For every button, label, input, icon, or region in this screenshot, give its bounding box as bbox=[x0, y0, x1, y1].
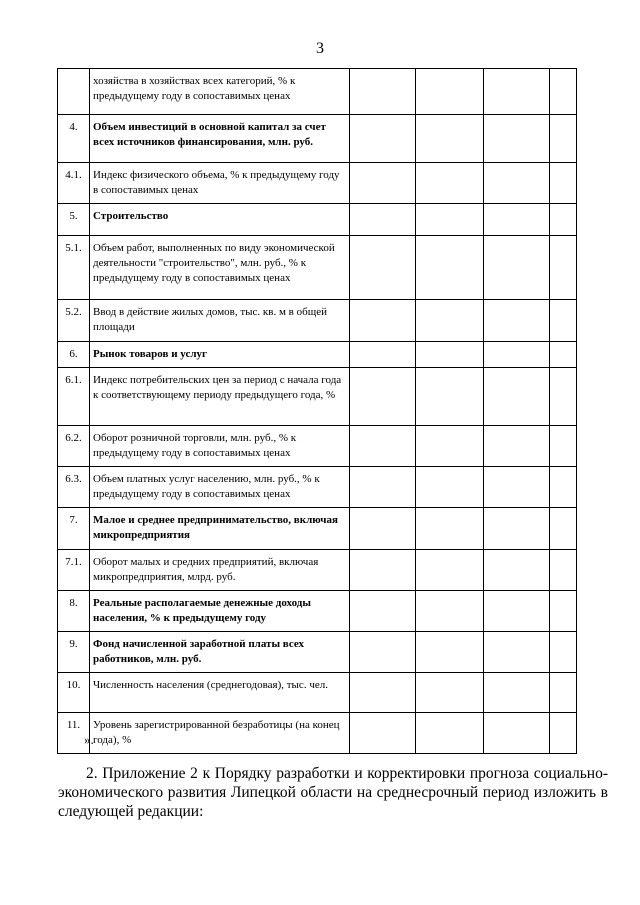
row-number: 10. bbox=[58, 673, 90, 713]
value-cell bbox=[484, 368, 550, 426]
value-cell bbox=[550, 467, 577, 508]
value-cell bbox=[484, 204, 550, 236]
value-cell bbox=[350, 163, 416, 204]
value-cell bbox=[350, 591, 416, 632]
table-row bbox=[58, 467, 577, 508]
value-cell bbox=[550, 300, 577, 342]
value-cell bbox=[416, 591, 484, 632]
value-cell bbox=[350, 467, 416, 508]
row-number: 5. bbox=[58, 204, 90, 236]
table-row bbox=[58, 426, 577, 467]
value-cell bbox=[416, 300, 484, 342]
indicator-name: Оборот розничной торговли, млн. руб., % к предыдущему году в сопоставимых ценах bbox=[90, 426, 350, 467]
value-cell bbox=[416, 467, 484, 508]
row-number: 7. bbox=[58, 508, 90, 550]
value-cell bbox=[350, 69, 416, 115]
row-number: 4. bbox=[58, 115, 90, 163]
value-cell bbox=[484, 115, 550, 163]
value-cell bbox=[416, 236, 484, 300]
value-cell bbox=[550, 713, 577, 754]
value-cell bbox=[416, 115, 484, 163]
value-cell bbox=[484, 713, 550, 754]
indicator-name: Объем работ, выполненных по виду экономической деятельности "строительство", млн. руб., % к предыдущему году в сопоставимых ценах bbox=[90, 236, 350, 300]
table-row bbox=[58, 69, 577, 115]
value-cell bbox=[550, 163, 577, 204]
row-number: 6.3. bbox=[58, 467, 90, 508]
indicators-table bbox=[57, 68, 577, 754]
row-number: 6. bbox=[58, 342, 90, 368]
row-number: 4.1. bbox=[58, 163, 90, 204]
table-row bbox=[58, 508, 577, 550]
table-row bbox=[58, 713, 577, 754]
body-paragraph: 2. Приложение 2 к Порядку разработки и корректировки прогноза социально-экономического развития Липецкой области на среднесрочный период изложить в следующей редакции: bbox=[58, 765, 608, 820]
value-cell bbox=[416, 673, 484, 713]
indicator-name: Реальные располагаемые денежные доходы населения, % к предыдущему году bbox=[90, 591, 350, 632]
table-row bbox=[58, 342, 577, 368]
row-number: 9. bbox=[58, 632, 90, 673]
table-row bbox=[58, 204, 577, 236]
value-cell bbox=[416, 163, 484, 204]
value-cell bbox=[350, 115, 416, 163]
row-number: 5.1. bbox=[58, 236, 90, 300]
value-cell bbox=[350, 368, 416, 426]
value-cell bbox=[550, 368, 577, 426]
value-cell bbox=[350, 300, 416, 342]
value-cell bbox=[350, 673, 416, 713]
value-cell bbox=[416, 69, 484, 115]
indicator-name: Индекс потребительских цен за период с начала года к соответствующему периоду предыдущего года, % bbox=[90, 368, 350, 426]
value-cell bbox=[550, 426, 577, 467]
value-cell bbox=[484, 163, 550, 204]
indicator-name: Численность населения (среднегодовая), тыс. чел. bbox=[90, 673, 350, 713]
value-cell bbox=[416, 342, 484, 368]
value-cell bbox=[350, 632, 416, 673]
indicator-name: Ввод в действие жилых домов, тыс. кв. м в общей площади bbox=[90, 300, 350, 342]
table-row bbox=[58, 300, 577, 342]
row-number: 6.1. bbox=[58, 368, 90, 426]
row-number: 8. bbox=[58, 591, 90, 632]
value-cell bbox=[350, 550, 416, 591]
value-cell bbox=[350, 508, 416, 550]
indicator-name: Строительство bbox=[90, 204, 350, 236]
value-cell bbox=[350, 426, 416, 467]
value-cell bbox=[484, 508, 550, 550]
indicator-name: Оборот малых и средних предприятий, включая микропредприятия, млрд. руб. bbox=[90, 550, 350, 591]
value-cell bbox=[350, 204, 416, 236]
value-cell bbox=[484, 591, 550, 632]
value-cell bbox=[350, 236, 416, 300]
indicator-name: Индекс физического объема, % к предыдущему году в сопоставимых ценах bbox=[90, 163, 350, 204]
indicator-name: Фонд начисленной заработной платы всех работников, млн. руб. bbox=[90, 632, 350, 673]
value-cell bbox=[416, 550, 484, 591]
value-cell bbox=[350, 342, 416, 368]
indicator-name: хозяйства в хозяйствах всех категорий, % к предыдущему году в сопоставимых ценах bbox=[90, 69, 350, 115]
indicator-name: Уровень зарегистрированной безработицы (на конец года), % bbox=[90, 713, 350, 754]
row-number bbox=[58, 69, 90, 115]
value-cell bbox=[484, 236, 550, 300]
value-cell bbox=[484, 467, 550, 508]
value-cell bbox=[416, 426, 484, 467]
indicator-name: Малое и среднее предпринимательство, включая микропредприятия bbox=[90, 508, 350, 550]
table-row bbox=[58, 236, 577, 300]
value-cell bbox=[550, 204, 577, 236]
value-cell bbox=[550, 550, 577, 591]
value-cell bbox=[550, 508, 577, 550]
value-cell bbox=[484, 69, 550, 115]
value-cell bbox=[416, 713, 484, 754]
table-row bbox=[58, 163, 577, 204]
value-cell bbox=[416, 508, 484, 550]
value-cell bbox=[550, 115, 577, 163]
value-cell bbox=[550, 236, 577, 300]
table-row bbox=[58, 632, 577, 673]
indicator-name: Рынок товаров и услуг bbox=[90, 342, 350, 368]
table-body bbox=[58, 69, 577, 754]
indicator-name: Объем инвестиций в основной капитал за счет всех источников финансирования, млн. руб. bbox=[90, 115, 350, 163]
value-cell bbox=[484, 550, 550, 591]
table-row bbox=[58, 591, 577, 632]
value-cell bbox=[550, 632, 577, 673]
table-row bbox=[58, 368, 577, 426]
value-cell bbox=[416, 204, 484, 236]
indicator-name: Объем платных услуг населению, млн. руб., % к предыдущему году в сопоставимых ценах bbox=[90, 467, 350, 508]
value-cell bbox=[484, 300, 550, 342]
closing-quote-mark: ». bbox=[84, 732, 94, 747]
table-row bbox=[58, 550, 577, 591]
value-cell bbox=[416, 368, 484, 426]
table-row bbox=[58, 115, 577, 163]
row-number: 11. bbox=[58, 713, 90, 754]
value-cell bbox=[550, 342, 577, 368]
value-cell bbox=[484, 342, 550, 368]
value-cell bbox=[484, 426, 550, 467]
value-cell bbox=[550, 69, 577, 115]
table-row bbox=[58, 673, 577, 713]
value-cell bbox=[484, 632, 550, 673]
value-cell bbox=[550, 673, 577, 713]
row-number: 7.1. bbox=[58, 550, 90, 591]
value-cell bbox=[350, 713, 416, 754]
row-number: 5.2. bbox=[58, 300, 90, 342]
page-number: 3 bbox=[316, 40, 324, 57]
value-cell bbox=[484, 673, 550, 713]
row-number: 6.2. bbox=[58, 426, 90, 467]
value-cell bbox=[550, 591, 577, 632]
value-cell bbox=[416, 632, 484, 673]
